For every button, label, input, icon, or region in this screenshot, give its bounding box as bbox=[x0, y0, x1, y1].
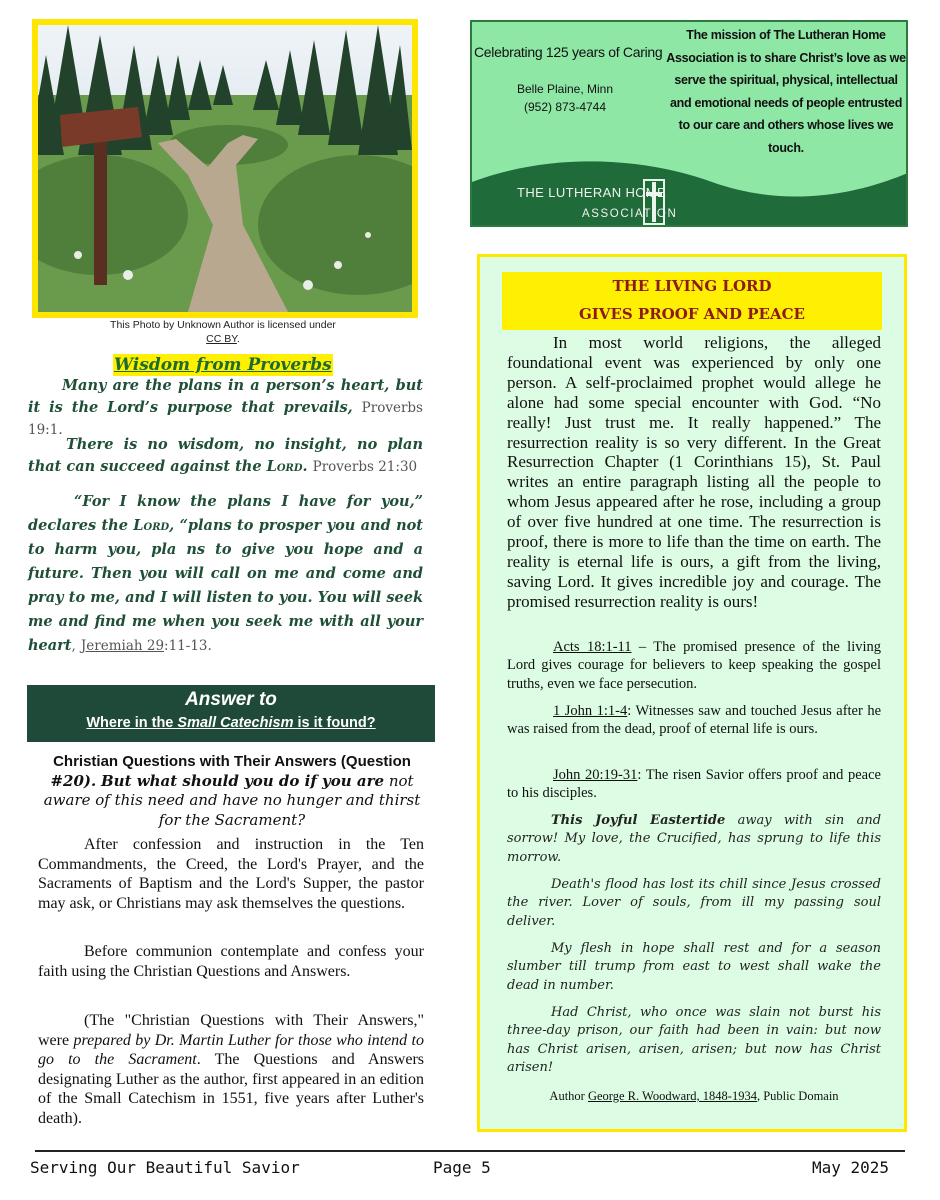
para3-a: (The "Christian Questions with Their Answers," were bbox=[38, 1012, 424, 1049]
jeremiah-lord: Lord bbox=[133, 517, 170, 534]
hymn-verse-3: My flesh in hope shall rest and for a season slumber till trump from east to west shall wake the dead in number. bbox=[507, 941, 881, 993]
answer-subtitle-b: Small Catechism bbox=[177, 715, 294, 731]
verse-2-lord: Lord. bbox=[266, 457, 308, 475]
lutheran-home-ad bbox=[470, 20, 908, 227]
hymn-verse-1 bbox=[507, 812, 881, 867]
jeremiah-ref-link[interactable]: Jeremiah 29 bbox=[80, 638, 165, 654]
question-number: #20). bbox=[50, 771, 97, 790]
para3-c: . The Questions and Answers designating Luther as the author, first appeared in an edition of the Small Catechism in 1551, five years after Luther's death). bbox=[38, 1051, 425, 1127]
hymn-title: This Joyful Eastertide bbox=[551, 813, 726, 828]
verse-2-text: There is no wisdom, no insight, no plan that can succeed against the bbox=[28, 436, 423, 475]
jeremiah-ref-rest: :11-13. bbox=[164, 638, 212, 654]
verse-2-ref: Proverbs 21:30 bbox=[312, 458, 418, 475]
footer-page-number: Page 5 bbox=[433, 1158, 491, 1177]
ad-phone: (952) 873-4744 bbox=[523, 100, 607, 114]
jeremiah-comma: , bbox=[71, 638, 76, 654]
jeremiah-verse bbox=[28, 490, 423, 658]
heading-line-1: THE LIVING LORD bbox=[612, 277, 772, 295]
living-lord-heading bbox=[502, 272, 882, 330]
para3-b: prepared by Dr. Martin Luther for those who intend to go to the Sacrament bbox=[38, 1031, 424, 1068]
scripture-acts bbox=[507, 638, 881, 693]
footer-date: May 2025 bbox=[812, 1158, 890, 1177]
jeremiah-text-a: “For I know the plans I have for you,” declares the bbox=[28, 493, 423, 534]
ad-contact bbox=[490, 80, 640, 116]
1john-ref-link[interactable]: 1 John 1:1-4 bbox=[553, 703, 628, 719]
ad-celebrate: Celebrating 125 years of Caring bbox=[474, 44, 663, 60]
verse-1-text: Many are the plans in a person’s heart, but it is the Lord’s purpose that prevails, bbox=[28, 377, 423, 416]
question-text-c: not aware of this need and have no hunger and thirst for the Sacrament? bbox=[43, 771, 421, 829]
answer-title: Answer to bbox=[185, 689, 277, 710]
footer-publication: Serving Our Beautiful Savior bbox=[30, 1158, 300, 1177]
hymn-verse-2: Death's flood has lost its chill since Jesus crossed the river. Lover of souls, from ill my passing soul deliver. bbox=[507, 877, 881, 929]
1john-text: : Witnesses saw and touched Jesus after he was raised from the dead, proof of eternal life is ours. bbox=[507, 703, 882, 738]
verse-1-ref: Proverbs 19:1. bbox=[28, 399, 423, 438]
acts-text: – The promised presence of the living Lord gives courage for believers to keep speaking the gospel truths, even we face persecution. bbox=[507, 639, 881, 692]
forest-path-photo bbox=[38, 25, 412, 312]
catechism-question bbox=[36, 752, 428, 830]
catechism-paragraph-2: Before communion contemplate and confess your faith using the Christian Questions and Answers. bbox=[38, 943, 424, 980]
photo-credit-text: This Photo by Unknown Author is licensed under bbox=[110, 319, 336, 331]
question-text-b: But what should you do if you are bbox=[100, 771, 385, 790]
answer-subtitle-c: is it found? bbox=[293, 715, 376, 731]
proverbs-heading: Wisdom from Proverbs bbox=[114, 355, 332, 375]
ad-city: Belle Plaine, Minn bbox=[516, 82, 614, 96]
living-lord-body: In most world religions, the alleged foundational event was experienced by only one person. A self-proclaimed prophet would allege he alone had some special encounter with God. “No really! Just trust me. It really happened.” The resurrection reality is so very different. In the Great Resurrection Chapter (1 Corinthians 15), St. Paul writes an entire paragraph listing all the people to whom Jesus appeared after he rose, including a group of over five hundred at one time. The resurrection is proof, there is more to life than the time on earth. The reality is eternal life is ours, a gift from the living, saving Lord. It gives incredible joy and courage. The promised resurrection reality is ours! bbox=[507, 333, 881, 611]
photo-credit bbox=[78, 318, 368, 346]
question-lead: Christian Questions with Their Answers (Question bbox=[53, 753, 411, 770]
author-label: Author bbox=[549, 1089, 588, 1103]
ad-mission: The mission of The Lutheran Home Association is to share Christ’s love as we serve the spiritual, physical, intellectual and emotional needs of people entrusted to our care and others whose lives we touch. bbox=[666, 28, 906, 155]
author-license: , Public Domain bbox=[756, 1089, 839, 1103]
proverbs-verse-2 bbox=[28, 434, 423, 478]
hymn-verse-1-text: away with sin and sorrow! My love, the Crucified, has sprung to life this morrow. bbox=[507, 813, 882, 865]
photo-frame bbox=[32, 19, 418, 318]
license-trail: . bbox=[236, 333, 240, 345]
john-text: : The risen Savior offers proof and peace to his disciples. bbox=[507, 767, 881, 802]
license-link[interactable]: CC BY bbox=[206, 333, 237, 345]
heading-line-2: GIVES PROOF AND PEACE bbox=[578, 305, 805, 323]
author-link[interactable]: George R. Woodward, 1848-1934 bbox=[587, 1089, 757, 1103]
answer-box bbox=[27, 685, 435, 742]
ad-org-line-1: THE LUTHERAN HOME bbox=[517, 185, 667, 200]
jeremiah-text-b: , “plans to prosper you and not to harm you, pla ns to give you hope and a future. Then you will call on me and come and pray to me, and I will listen to you. You will seek me and find me when you seek me with all your heart bbox=[28, 517, 423, 654]
catechism-paragraph-1: After confession and instruction in the Ten Commandments, the Creed, the Lord's Prayer, and the Sacraments of Baptism and the Lord's Supper, the pastor may ask, or Christians may ask themselves the questions. bbox=[38, 836, 424, 912]
john-ref-link[interactable]: John 20:19-31 bbox=[553, 767, 638, 783]
proverbs-verse-1 bbox=[28, 375, 423, 442]
ad-org-line-2: ASSOCIATION bbox=[582, 208, 678, 220]
answer-subtitle-a: Where in the bbox=[86, 715, 178, 731]
hymn-verse-4: Had Christ, who once was slain not burst his three-day prison, our faith had been in vain: but now has Christ arisen, arisen, arisen; but now has Christ arisen! bbox=[507, 1005, 881, 1075]
scripture-john bbox=[507, 766, 881, 803]
hymn-author bbox=[507, 1089, 881, 1104]
answer-subtitle bbox=[27, 713, 435, 733]
scripture-1john bbox=[507, 702, 881, 739]
footer-rule bbox=[35, 1150, 905, 1152]
catechism-paragraph-3 bbox=[38, 1011, 424, 1128]
acts-ref-link[interactable]: Acts 18:1-11 bbox=[553, 639, 632, 655]
forest-path-illustration bbox=[38, 25, 412, 312]
